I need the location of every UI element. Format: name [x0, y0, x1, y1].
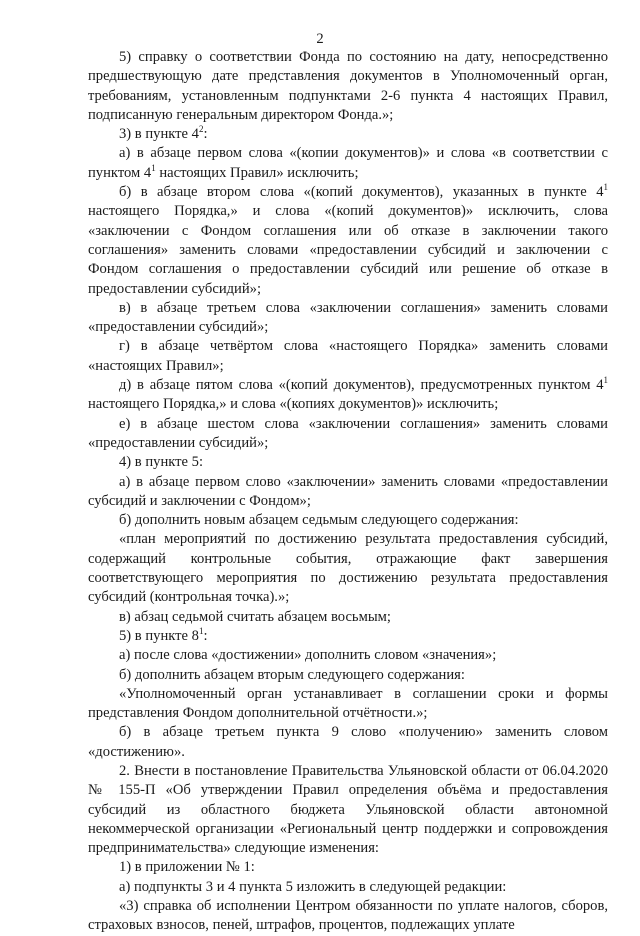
paragraph-p17: б) в абзаце третьем пункта 9 слово «получению» заменить словом «достижению».	[88, 724, 608, 760]
superscript: 1	[198, 625, 204, 636]
text-run: настоящего Порядка,» и слова «(копий документов)» исключить, слова «заключении с Фондом соглашения или об отказе в заключении такого соглашения» заменить словами «предоставлении субсидий и заключении с Фондом соглашения о предоставлении субсидий или решение об отказе в предоставлении субсидий»;	[88, 203, 608, 297]
paragraph-p3	[88, 183, 608, 299]
paragraph-p1	[88, 125, 608, 144]
paragraph-p13	[88, 627, 608, 646]
superscript: 1	[603, 375, 608, 386]
superscript: 1	[603, 182, 608, 193]
superscript: 2	[198, 124, 204, 135]
text-run: 5) в пункте 8	[119, 627, 199, 644]
paragraph-p18: 2. Внести в постановление Правительства Ульяновской области от 06.04.2020 № 155-П «Об утверждении Правил определения объёма и предоставления субсидий из областного бюджета Ульяновской области автономной некоммерческой организации «Региональный центр поддержки и сопровождения предпринимательства» следующие изменения:	[88, 762, 608, 857]
text-run: настоящих Правил» исключить;	[155, 164, 359, 181]
paragraph-p0: 5) справку о соответствии Фонда по состоянию на дату, непосредственно предшествующую дате представления документов в Уполномоченный орган, требованиям, установленным подпунктами 2-6 пункта 4 настоящих Правил, подписанную генеральным директором Фонда.»;	[88, 49, 608, 123]
paragraph-p20: а) подпункты 3 и 4 пункта 5 изложить в следующей редакции:	[119, 878, 507, 895]
paragraph-p12: в) абзац седьмой считать абзацем восьмым;	[119, 608, 391, 625]
document-body	[88, 48, 608, 936]
paragraph-p19: 1) в приложении № 1:	[119, 859, 255, 876]
paragraph-p9: а) в абзаце первом слово «заключении» заменить словами «предоставлении субсидий и заключении с Фондом»;	[88, 473, 608, 509]
paragraph-p2	[88, 144, 608, 183]
paragraph-p16: «Уполномоченный орган устанавливает в соглашении сроки и формы представления Фондом дополнительной отчётности.»;	[88, 685, 608, 722]
text-run: настоящего Порядка,» и слова «(копиях документов)» исключить;	[88, 396, 499, 413]
text-run: б) в абзаце втором слова «(копий документов), указанных в пункте 4	[119, 184, 604, 201]
paragraph-p21: «3) справка об исполнении Центром обязанности по уплате налогов, сборов, страховых взносов, пеней, штрафов, процентов, подлежащих уплате	[88, 898, 608, 934]
paragraph-p4: в) в абзаце третьем слова «заключении соглашения» заменить словами «предоставлении субсидий»;	[88, 299, 608, 336]
text-run: :	[203, 126, 208, 143]
text-run: д) в абзаце пятом слова «(копий документов), предусмотренных пунктом 4	[119, 377, 604, 394]
page-number: 2	[316, 31, 324, 47]
superscript: 1	[151, 162, 156, 173]
text-run: :	[203, 627, 208, 644]
text-run: 3) в пункте 4	[119, 126, 199, 143]
text-run: а) в абзаце первом слова «(копии документов)» и слова «в соответствии с пунктом 4	[88, 145, 608, 181]
paragraph-p5: г) в абзаце четвёртом слова «настоящего Порядка» заменить словами «настоящих Правил»;	[88, 338, 608, 374]
paragraph-p8: 4) в пункте 5:	[119, 454, 204, 471]
paragraph-p6	[88, 376, 608, 415]
paragraph-p11: «план мероприятий по достижению результата предоставления субсидий, содержащий контрольные события, отражающие факт завершения соответствующего мероприятия по достижению результата предоставления субсидий (контрольная точка).»;	[88, 531, 608, 606]
paragraph-p10: б) дополнить новым абзацем седьмым следующего содержания:	[119, 512, 519, 529]
paragraph-p14: а) после слова «достижении» дополнить словом «значения»;	[119, 647, 497, 664]
paragraph-p15: б) дополнить абзацем вторым следующего содержания:	[119, 666, 465, 683]
paragraph-p7: е) в абзаце шестом слова «заключении соглашения» заменить словами «предоставлении субсидий»;	[88, 415, 608, 451]
